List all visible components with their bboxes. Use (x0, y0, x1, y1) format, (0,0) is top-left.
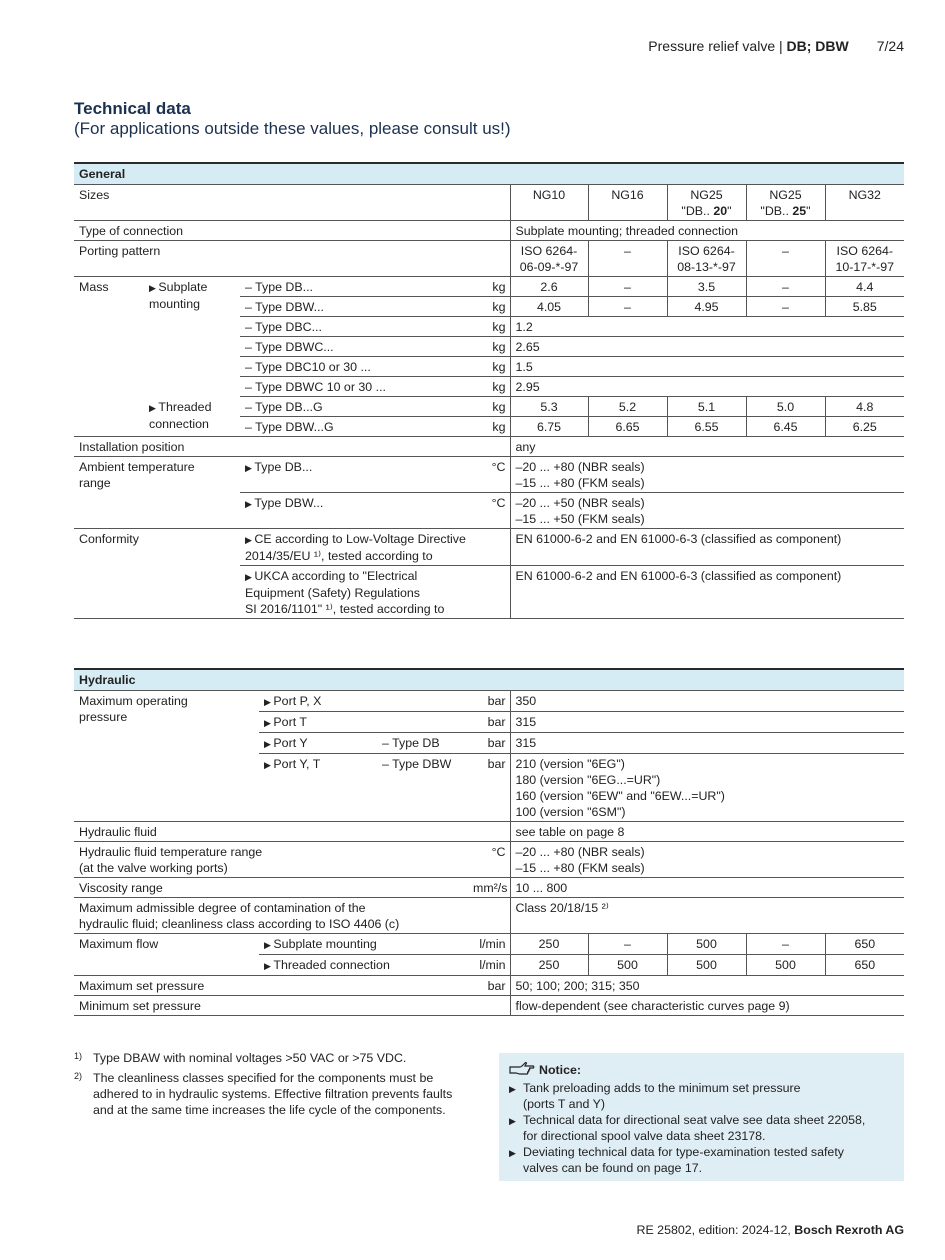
unit: kg (468, 297, 510, 317)
ambient-value: –20 ... +80 (NBR seals) –15 ... +80 (FKM seals) (510, 457, 904, 493)
mass-value: 4.95 (667, 297, 746, 317)
contamination-value: Class 20/18/15 ²⁾ (510, 898, 904, 934)
page-header (648, 38, 904, 54)
mass-value: 6.25 (825, 417, 904, 437)
ambient-value: –20 ... +50 (NBR seals) –15 ... +50 (FKM seals) (510, 493, 904, 529)
size-sub-text: "DB.. (760, 204, 793, 218)
port-text: Port Y, T (273, 757, 321, 771)
port-type: – Type DB (377, 733, 468, 754)
mass-row (74, 277, 904, 297)
port (259, 754, 377, 822)
fluid-temp-label: Hydraulic fluid temperature range (at the valve working ports) (74, 842, 468, 878)
max-pressure-label: Maximum operating pressure (74, 691, 259, 822)
ambient-row (74, 457, 904, 493)
footer-text: RE 25802, edition: 2024-12, (636, 1223, 795, 1237)
unit: bar (468, 691, 510, 712)
install-value: any (510, 437, 904, 457)
mass-type: – Type DBC... (240, 317, 468, 337)
conformity-label: Conformity (74, 529, 240, 619)
bullet-triangle-icon: ▶ (264, 718, 274, 728)
pointing-hand-icon (509, 1061, 535, 1079)
unit: kg (468, 337, 510, 357)
unit: bar (468, 733, 510, 754)
fluid-temp-value: –20 ... +80 (NBR seals) –15 ... +80 (FKM seals) (510, 842, 904, 878)
mass-value: – (588, 277, 667, 297)
porting-value: – (588, 241, 667, 277)
viscosity-row (74, 878, 904, 898)
hydraulic-table (74, 668, 904, 1016)
pressure-value: 315 (510, 733, 904, 754)
viscosity-value: 10 ... 800 (510, 878, 904, 898)
mass-type: – Type DBWC... (240, 337, 468, 357)
flow-value: 500 (588, 955, 667, 976)
section-header-general: General (74, 163, 904, 185)
mass-row (74, 397, 904, 417)
port-text: Port Y (273, 736, 308, 750)
unit: °C (468, 493, 510, 529)
page-footer (637, 1223, 904, 1237)
unit: bar (468, 976, 510, 996)
flow-type (259, 955, 468, 976)
size-sub (673, 203, 741, 219)
size-label: NG16 (611, 188, 644, 202)
port-type (377, 712, 468, 733)
mass-type: – Type DBW... (240, 297, 468, 317)
max-set-row (74, 976, 904, 996)
size-cell (746, 185, 825, 221)
flow-row (74, 934, 904, 955)
install-label: Installation position (74, 437, 510, 457)
mass-value: 2.6 (510, 277, 588, 297)
notice-box (499, 1053, 904, 1181)
viscosity-label: Viscosity range (74, 878, 468, 898)
port (259, 691, 377, 712)
size-sub-bold: 25 (792, 204, 807, 218)
port (259, 712, 377, 733)
ambient-type (240, 457, 468, 493)
max-flow-label: Maximum flow (74, 934, 259, 976)
flow-value: 500 (667, 955, 746, 976)
threaded-label (144, 397, 240, 437)
mass-value: 5.2 (588, 397, 667, 417)
max-set-label: Maximum set pressure (74, 976, 468, 996)
footnote-text: The cleanliness classes specified for the components must be adhered to in hydraulic systems. Effective filtration prevents faults and at the same time increases the life cycle of the components. (93, 1071, 453, 1117)
contamination-row (74, 898, 904, 934)
bullet-triangle-icon: ▶ (264, 739, 274, 749)
general-table (74, 162, 904, 619)
mass-value: 2.95 (510, 377, 904, 397)
porting-value: ISO 6264- 06-09-*-97 (510, 241, 588, 277)
bullet-triangle-icon: ▶ (264, 940, 274, 950)
bullet-triangle-icon: ▶ (264, 760, 274, 770)
notice-item: ▶ Tank preloading adds to the minimum set pressure (ports T and Y) (509, 1080, 894, 1112)
mass-value: 6.75 (510, 417, 588, 437)
pressure-value: 210 (version "6EG") 180 (version "6EG...=UR") 160 (version "6EW" and "6EW...=UR") 100 (version "6SM") (510, 754, 904, 822)
mass-value: 3.5 (667, 277, 746, 297)
conformity-desc (240, 566, 510, 619)
notice-title: Notice: (509, 1061, 894, 1079)
mass-type: – Type DBW...G (240, 417, 468, 437)
unit: °C (468, 842, 510, 878)
threaded-text: Threaded connection (149, 399, 212, 431)
bullet-triangle-icon: ▶ (245, 499, 255, 509)
flow-value: – (746, 934, 825, 955)
header-title: Pressure relief valve | (648, 38, 787, 54)
ambient-type-text: Type DBW... (254, 496, 324, 510)
unit: bar (468, 754, 510, 822)
flow-value: – (588, 934, 667, 955)
mass-value: 6.55 (667, 417, 746, 437)
flow-value: 500 (667, 934, 746, 955)
unit: bar (468, 712, 510, 733)
unit: l/min (468, 955, 510, 976)
min-set-value: flow-dependent (see characteristic curves page 9) (510, 996, 904, 1016)
footnote-text: Type DBAW with nominal voltages >50 VAC or >75 VDC. (93, 1051, 407, 1065)
unit: kg (468, 377, 510, 397)
ambient-type (240, 493, 468, 529)
porting-row (74, 241, 904, 277)
mass-value: 4.05 (510, 297, 588, 317)
sizes-row (74, 185, 904, 221)
fluid-temp-row (74, 842, 904, 878)
mass-value: – (746, 277, 825, 297)
unit: mm²/s (468, 878, 510, 898)
subplate-text: Subplate mounting (149, 280, 208, 311)
section-header-hydraulic: Hydraulic (74, 669, 904, 691)
conformity-value: EN 61000-6-2 and EN 61000-6-3 (classified as component) (510, 529, 904, 566)
bullet-triangle-icon: ▶ (245, 535, 255, 545)
mass-value: 5.85 (825, 297, 904, 317)
bullet-triangle-icon: ▶ (149, 283, 159, 293)
max-set-value: 50; 100; 200; 315; 350 (510, 976, 904, 996)
connection-label: Type of connection (74, 221, 510, 241)
bullet-triangle-icon: ▶ (245, 463, 255, 473)
fluid-value: see table on page 8 (510, 822, 904, 842)
size-sub (752, 203, 820, 219)
contamination-label: Maximum admissible degree of contamination of the hydraulic fluid; cleanliness class according to ISO 4406 (c) (74, 898, 510, 934)
header-title-bold: DB; DBW (786, 38, 849, 54)
section-subtitle: (For applications outside these values, please consult us!) (74, 119, 511, 138)
footnote-number: 1) (74, 1051, 83, 1061)
bullet-triangle-icon: ▶ (264, 697, 274, 707)
fluid-label: Hydraulic fluid (74, 822, 510, 842)
size-sub-end: " (727, 204, 732, 218)
flow-value: 250 (510, 934, 588, 955)
pressure-value: 315 (510, 712, 904, 733)
section-header-row (74, 669, 904, 691)
size-cell (510, 185, 588, 221)
mass-value: 5.0 (746, 397, 825, 417)
flow-type-text: Subplate mounting (273, 937, 377, 951)
bullet-triangle-icon: ▶ (149, 402, 159, 413)
unit: kg (468, 277, 510, 297)
size-cell (825, 185, 904, 221)
porting-value: ISO 6264- 08-13-*-97 (667, 241, 746, 277)
connection-row (74, 221, 904, 241)
flow-value: 500 (746, 955, 825, 976)
mass-value: 5.1 (667, 397, 746, 417)
size-label: NG25 (769, 188, 802, 202)
notice-item: ▶ Deviating technical data for type-examination tested safety valves can be found on page 17. (509, 1144, 894, 1176)
mass-type: – Type DBC10 or 30 ... (240, 357, 468, 377)
mass-value: – (746, 297, 825, 317)
conformity-desc (240, 529, 510, 566)
section-title: Technical data (74, 99, 191, 118)
port-type (377, 691, 468, 712)
size-cell (588, 185, 667, 221)
port (259, 733, 377, 754)
port-text: Port T (273, 715, 307, 729)
footnote (74, 1050, 474, 1066)
mass-value: 5.3 (510, 397, 588, 417)
mass-value: 6.65 (588, 417, 667, 437)
unit: kg (468, 417, 510, 437)
porting-label: Porting pattern (74, 241, 510, 277)
size-sub-end: " (806, 204, 811, 218)
flow-value: 250 (510, 955, 588, 976)
section-header-row (74, 163, 904, 185)
install-row (74, 437, 904, 457)
min-set-label: Minimum set pressure (74, 996, 510, 1016)
size-cell (667, 185, 746, 221)
ambient-label: Ambient temperature range (74, 457, 240, 529)
mass-value: 2.65 (510, 337, 904, 357)
page-number: 7/24 (876, 38, 904, 54)
footnote-number: 2) (74, 1071, 83, 1081)
bullet-triangle-icon: ▶ (264, 961, 274, 971)
conformity-desc-text: CE according to Low-Voltage Directive 2014/35/EU ¹⁾, tested according to (245, 532, 466, 563)
conformity-desc-text: UKCA according to "Electrical Equipment (Safety) Regulations SI 2016/1101" ¹⁾, tested according to (245, 569, 445, 616)
mass-type: – Type DBWC 10 or 30 ... (240, 377, 468, 397)
porting-value: – (746, 241, 825, 277)
mass-label: Mass (74, 277, 144, 437)
size-label: NG25 (690, 188, 723, 202)
conformity-row (74, 529, 904, 566)
unit: °C (468, 457, 510, 493)
mass-value: – (588, 297, 667, 317)
mass-value: 6.45 (746, 417, 825, 437)
mass-value: 1.2 (510, 317, 904, 337)
sizes-label: Sizes (74, 185, 510, 221)
min-set-row (74, 996, 904, 1016)
flow-value: 650 (825, 934, 904, 955)
footer-brand: Bosch Rexroth AG (794, 1223, 904, 1237)
porting-value: ISO 6264- 10-17-*-97 (825, 241, 904, 277)
pressure-row (74, 691, 904, 712)
mass-type: – Type DB... (240, 277, 468, 297)
unit: l/min (468, 934, 510, 955)
pressure-value: 350 (510, 691, 904, 712)
unit: kg (468, 317, 510, 337)
footnotes (74, 1050, 474, 1122)
mass-value: 4.8 (825, 397, 904, 417)
flow-type-text: Threaded connection (273, 958, 390, 972)
ambient-type-text: Type DB... (254, 460, 313, 474)
flow-type (259, 934, 468, 955)
port-text: Port P, X (273, 694, 322, 708)
mass-type: – Type DB...G (240, 397, 468, 417)
notice-item: ▶ Technical data for directional seat valve see data sheet 22058, for directional spool valve data sheet 23178. (509, 1112, 894, 1144)
fluid-row (74, 822, 904, 842)
conformity-value: EN 61000-6-2 and EN 61000-6-3 (classified as component) (510, 566, 904, 619)
flow-value: 650 (825, 955, 904, 976)
bullet-triangle-icon: ▶ (245, 572, 255, 582)
size-sub-bold: 20 (713, 204, 728, 218)
subplate-label (144, 277, 240, 397)
size-label: NG32 (848, 188, 881, 202)
size-sub-text: "DB.. (681, 204, 714, 218)
unit: kg (468, 357, 510, 377)
mass-value: 1.5 (510, 357, 904, 377)
connection-value: Subplate mounting; threaded connection (510, 221, 904, 241)
port-type: – Type DBW (377, 754, 468, 822)
footnote (74, 1070, 474, 1118)
unit: kg (468, 397, 510, 417)
size-label: NG10 (532, 188, 566, 202)
mass-value: 4.4 (825, 277, 904, 297)
